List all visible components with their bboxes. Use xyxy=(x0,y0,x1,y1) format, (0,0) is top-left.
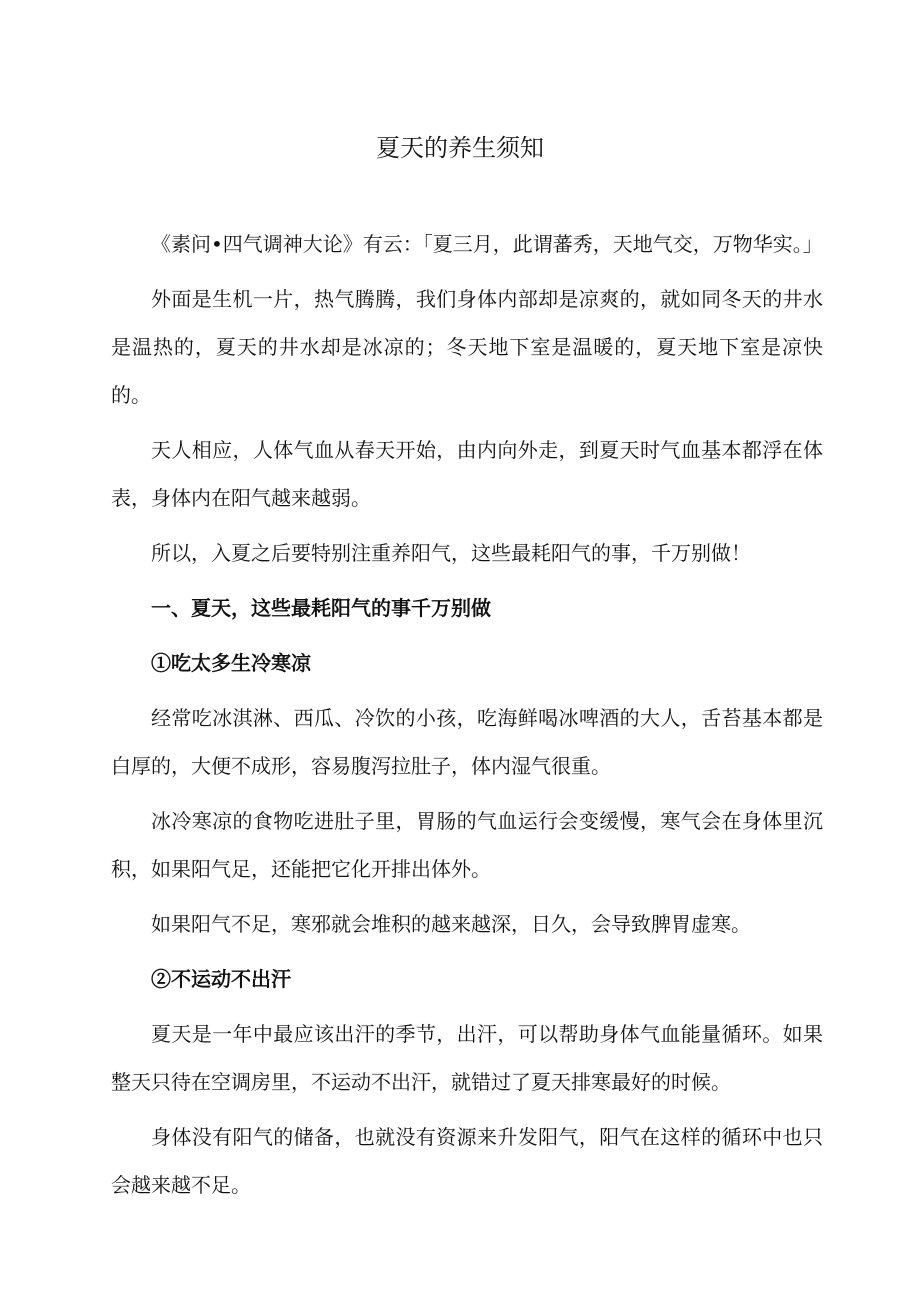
paragraph: 身体没有阳气的储备，也就没有资源来升发阳气，阳气在这样的循环中也只会越来越不足。 xyxy=(111,1125,823,1197)
paragraph-quote: 《素问•四气调神大论》有云：「夏三月，此谓蕃秀，天地气交，万物华实。」 xyxy=(151,232,823,256)
paragraph: 所以，入夏之后要特别注重养阳气，这些最耗阳气的事，千万别做！ xyxy=(151,541,751,565)
document-title: 夏天的养生须知 xyxy=(376,134,544,162)
subsection-heading: ②不运动不出汗 xyxy=(151,967,291,991)
subsection-heading: ①吃太多生冷寒凉 xyxy=(151,651,311,675)
paragraph: 外面是生机一片，热气腾腾，我们身体内部却是凉爽的，就如同冬天的井水是温热的，夏天的井水却是冰凉的；冬天地下室是温暖的，夏天地下室是凉快的。 xyxy=(111,287,823,407)
paragraph: 如果阳气不足，寒邪就会堆积的越来越深，日久，会导致脾胃虚寒。 xyxy=(151,912,751,936)
section-heading: 一、夏天，这些最耗阳气的事千万别做 xyxy=(151,596,491,620)
paragraph: 经常吃冰淇淋、西瓜、冷饮的小孩，吃海鲜喝冰啤酒的大人，舌苔基本都是白厚的，大便不成形，容易腹泻拉肚子，体内湿气很重。 xyxy=(111,706,823,778)
paragraph: 天人相应，人体气血从春天开始，由内向外走，到夏天时气血基本都浮在体表，身体内在阳气越来越弱。 xyxy=(111,438,823,510)
paragraph: 冰冷寒凉的食物吃进肚子里，胃肠的气血运行会变缓慢，寒气会在身体里沉积，如果阳气足，还能把它化开排出体外。 xyxy=(111,809,823,881)
paragraph: 夏天是一年中最应该出汗的季节，出汗，可以帮助身体气血能量循环。如果整天只待在空调房里，不运动不出汗，就错过了夏天排寒最好的时候。 xyxy=(111,1022,823,1094)
document-body xyxy=(111,220,823,1216)
